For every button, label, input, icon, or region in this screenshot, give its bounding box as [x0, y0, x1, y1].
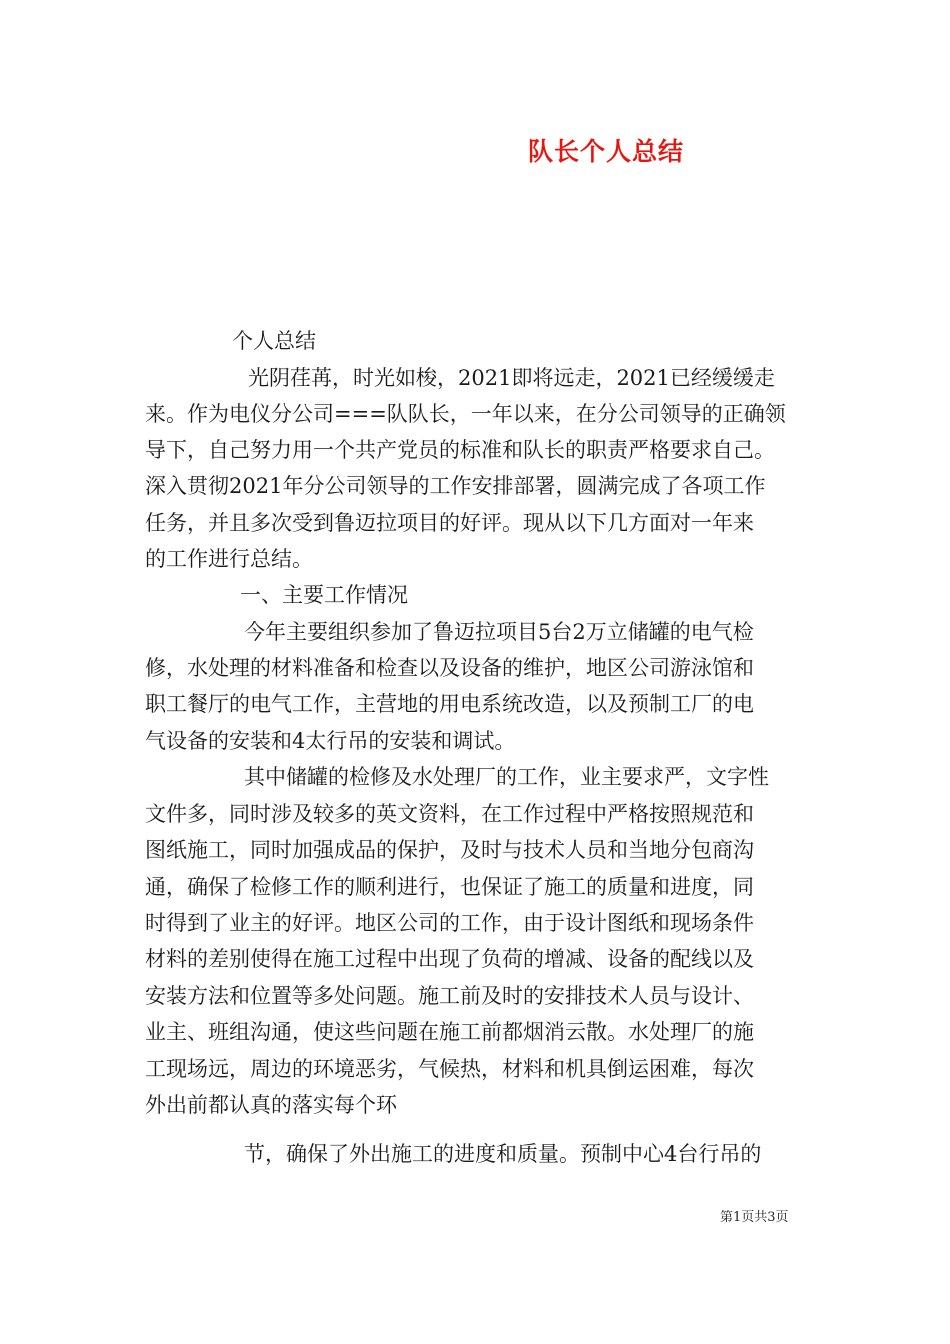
page-number: 第1页共3页	[720, 1210, 789, 1225]
paragraph-line: 通，确保了检修工作的顺利进行，也保证了施工的质量和进度，同	[145, 875, 754, 899]
paragraph-line: 其中储罐的检修及水处理厂的工作，业主要求严，文字性	[244, 765, 769, 789]
paragraph-line: 材料的差别使得在施工过程中出现了负荷的增减、设备的配线以及	[145, 947, 754, 971]
document-title: 队长个人总结	[528, 137, 685, 166]
paragraph-line: 职工餐厅的电气工作，主营地的用电系统改造，以及预制工厂的电	[145, 692, 754, 716]
paragraph-line: 节，确保了外出施工的进度和质量。预制中心4台行吊的	[244, 1142, 762, 1166]
paragraph-line: 今年主要组织参加了鲁迈拉项目5台2万立储罐的电气检	[244, 620, 754, 644]
paragraph-line: 业主、班组沟通，使这些问题在施工前都烟消云散。水处理厂的施	[145, 1020, 754, 1044]
paragraph-line: 气设备的安装和4太行吊的安装和调试。	[145, 729, 516, 753]
paragraph-line: 的工作进行总结。	[145, 547, 313, 571]
paragraph-line: 时得到了业主的好评。地区公司的工作，由于设计图纸和现场条件	[145, 911, 754, 935]
section-heading: 个人总结	[232, 329, 316, 353]
paragraph-line: 光阴荏苒，时光如梭，2021即将远走，2021已经缓缓走	[248, 366, 775, 390]
paragraph-line: 来。作为电仪分公司===队队长，一年以来，在分公司领导的正确领	[145, 402, 786, 426]
paragraph-line: 安装方法和位置等多处问题。施工前及时的安排技术人员与设计、	[145, 984, 754, 1008]
section-heading: 一、主要工作情况	[240, 583, 408, 607]
paragraph-line: 任务，并且多次受到鲁迈拉项目的好评。现从以下几方面对一年来	[145, 511, 754, 535]
paragraph-line: 深入贯彻2021年分公司领导的工作安排部署，圆满完成了各项工作	[145, 474, 766, 498]
paragraph-line: 导下，自己努力用一个共产党员的标准和队长的职责严格要求自己。	[145, 438, 775, 462]
paragraph-line: 图纸施工，同时加强成品的保护，及时与技术人员和当地分包商沟	[145, 838, 754, 862]
paragraph-line: 文件多，同时涉及较多的英文资料，在工作过程中严格按照规范和	[145, 802, 754, 826]
paragraph-line: 外出前都认真的落实每个环	[145, 1093, 397, 1117]
paragraph-line: 工现场远，周边的环境恶劣，气候热，材料和机具倒运困难，每次	[145, 1057, 754, 1081]
paragraph-line: 修，水处理的材料准备和检查以及设备的维护，地区公司游泳馆和	[145, 656, 754, 680]
